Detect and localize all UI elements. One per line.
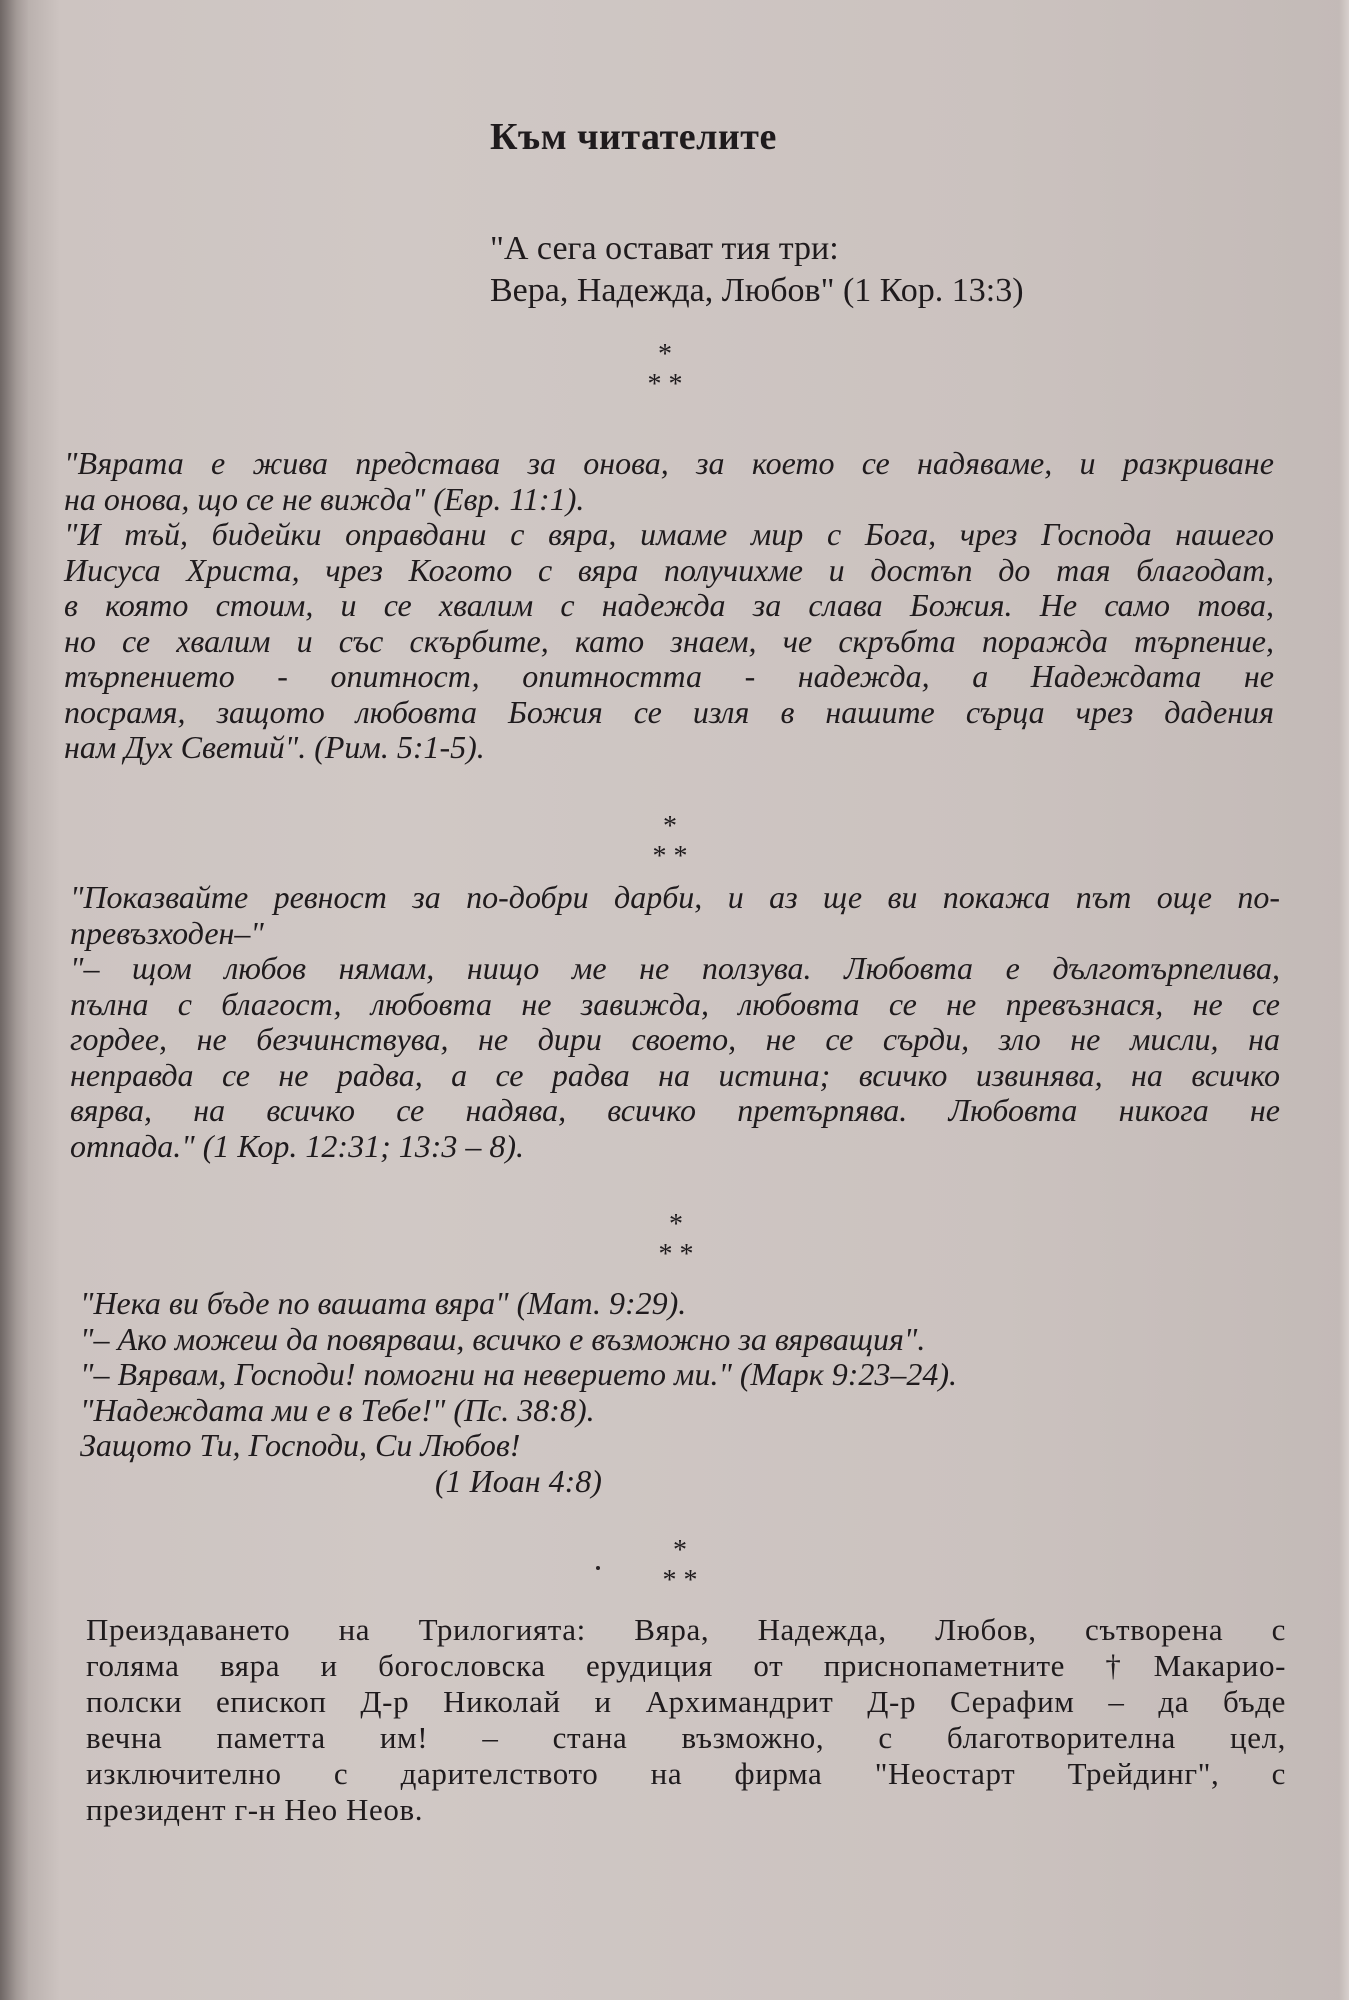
text-line: пълна с благост, любовта не завижда, любовта се не превъзнася, не се (70, 985, 1280, 1022)
asterism-top: * (658, 339, 672, 370)
text-line: в която стоим, и се хвалим с надежда за слава Божия. Не само това, (64, 587, 1274, 623)
scripture-section-faith (64, 446, 1274, 766)
text-line: полски епископ Д-р Николай и Архимандрит Д-р Серафим – да бъде (86, 1684, 1286, 1719)
text-line: вечна паметта им! – стана възможно, с благотворителна цел, (86, 1720, 1286, 1755)
text-line: голяма вяра и богословска ерудиция от приснопаметните †Макарио- (86, 1648, 1286, 1683)
print-speck (596, 1566, 600, 1570)
text-line: но се хвалим и със скърбите, като знаем, че скръбта поражда търпение, (64, 622, 1274, 659)
text-line: търпението - опитност, опитността - надежда, а Надеждата не (64, 658, 1274, 694)
asterism-top: * (663, 811, 677, 842)
text-line: "– щом любов нямам, нищо ме не ползува. Любовта е дълготърпелива, (70, 950, 1280, 986)
text-line: нам Дух Светий". (Рим. 5:1-5). (64, 729, 485, 765)
epigraph (490, 228, 1024, 312)
text-line: "– Ако можеш да повярваш, всичко е възможно за вярващия". (80, 1320, 926, 1357)
asterism-bottom: * * (652, 841, 688, 872)
text-line: отпада." (1 Кор. 12:31; 13:3 – 8). (70, 1127, 525, 1164)
asterism-separator (640, 1536, 720, 1596)
scripture-reference: (1 Иоан 4:8) (435, 1462, 602, 1499)
text-line: "Нека ви бъде по вашата вяра" (Мат. 9:29). (80, 1285, 687, 1321)
asterism-bottom: * * (658, 1239, 694, 1270)
epigraph-line: Вера, Надежда, Любов" (1 Кор. 13:3) (490, 272, 1024, 309)
asterism-separator (630, 812, 710, 872)
text-line: Преиздаването на Трилогията: Вяра, Надежда, Любов, сътворена с (86, 1612, 1286, 1647)
publisher-note (86, 1612, 1286, 1828)
text-line: Иисуса Христа, чрез Когото с вяра получихме и достъп до тая благодат, (64, 551, 1274, 588)
scripture-section-love (70, 880, 1280, 1164)
text-line: "И тъй, бидейки оправдани с вяра, имаме мир с Бога, чрез Господа нашего (64, 516, 1274, 552)
text-line: Защото Ти, Господи, Си Любов! (80, 1427, 521, 1463)
asterism-separator (636, 1210, 716, 1270)
text-line: гордее, не безчинствува, не дири своето, не се сърди, зло не мисли, на (70, 1021, 1280, 1057)
book-spine-shadow (0, 0, 28, 2000)
asterism-separator (625, 340, 705, 400)
text-line: вярва, на всичко се надява, всичко претърпява. Любовта никога не (70, 1092, 1280, 1128)
page-title: Към читателите (490, 116, 777, 158)
text-line: "– Вярвам, Господи! помогни на неверието ми." (Марк 9:23–24). (80, 1356, 958, 1392)
text-line: "Надеждата ми е в Тебе!" (Пс. 38:8). (80, 1391, 595, 1428)
text-line: "Вярата е жива представа за онова, за което се надяваме, и разкриване (64, 445, 1274, 481)
text-line: "Показвайте ревност за по-добри дарби, и аз ще ви покажа път още по- (70, 879, 1280, 915)
asterism-bottom: * * (647, 369, 683, 400)
asterism-bottom: * * (662, 1565, 698, 1596)
text-line: на онова, що се не вижда" (Евр. 11:1). (64, 480, 585, 517)
page-edge (1339, 0, 1349, 2000)
text-line: посрамя, защото любовта Божия се изля в нашите сърца чрез дадения (64, 693, 1274, 730)
text-line: превъзходен–" (70, 914, 264, 951)
asterism-top: * (669, 1209, 683, 1240)
scripture-section-hope (80, 1286, 1280, 1499)
epigraph-line: "А сега остават тия три: (490, 230, 839, 267)
text-line: изключително с дарителството на фирма "Неостарт Трейдинг", с (86, 1756, 1286, 1791)
text-line: неправда се не радва, а се радва на истина; всичко извинява, на всичко (70, 1056, 1280, 1093)
text-line: президент г-н Нео Неов. (86, 1792, 424, 1827)
asterism-top: * (673, 1535, 687, 1566)
